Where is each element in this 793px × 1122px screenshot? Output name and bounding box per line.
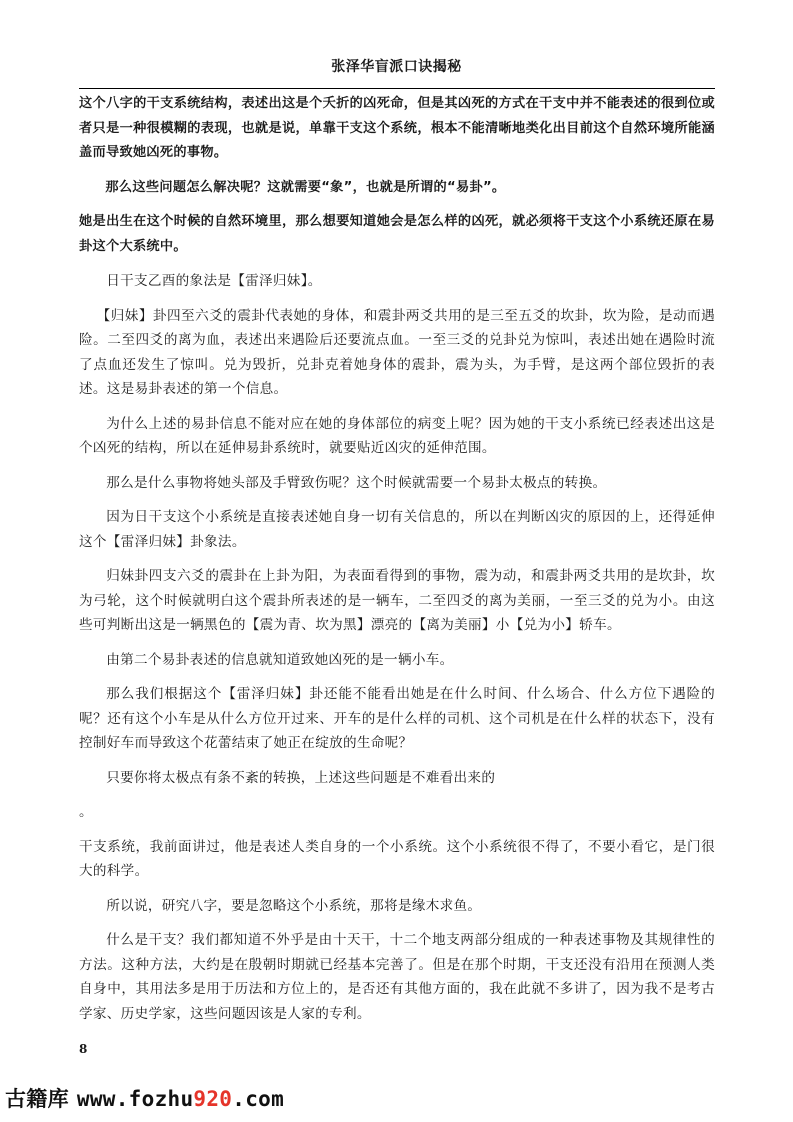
header-rule bbox=[79, 88, 715, 89]
paragraph-8: 因为日干支这个小系统是直接表述她自身一切有关信息的，所以在判断凶灾的原因的上，还得延伸这个【雷泽归妹】卦象法。 bbox=[79, 509, 715, 550]
footer-url-prefix: www.fozhu bbox=[76, 1087, 194, 1111]
page-header-title: 张泽华盲派口诀揭秘 bbox=[331, 59, 462, 75]
footer-url-suffix: .com bbox=[232, 1087, 285, 1111]
paragraph-6: 为什么上述的易卦信息不能对应在她的身体部位的病变上呢？因为她的干支小系统已经表述出这是个凶死的结构，所以在延伸易卦系统时，就要贴近凶灾的延伸范围。 bbox=[79, 415, 715, 456]
paragraph-14: 干支系统，我前面讲过，他是表述人类自身的一个小系统。这个小系统很不得了，不要小看它，是门很大的科学。 bbox=[79, 838, 715, 879]
footer-site-name: 古籍库 bbox=[5, 1087, 69, 1111]
page-body bbox=[79, 92, 715, 1026]
paragraph-15: 所以说，研究八字，要是忽略这个小系统，那将是缘木求鱼。 bbox=[106, 897, 482, 914]
paragraph-10: 由第二个易卦表述的信息就知道致她凶死的是一辆小车。 bbox=[106, 651, 454, 668]
paragraph-2: 那么这些问题怎么解决呢？这就需要“象”，也就是所谓的“易卦”。 bbox=[105, 179, 506, 195]
paragraph-12: 只要你将太极点有条不紊的转换，上述这些问题是不难看出来的 bbox=[106, 769, 496, 786]
footer-watermark bbox=[5, 1083, 284, 1113]
page-number: 8 bbox=[79, 1042, 88, 1056]
paragraph-3: 她是出生在这个时候的自然环境里，那么想要知道她会是怎么样的凶死，就必须将干支这个小系统还原在易卦这个大系统中。 bbox=[79, 214, 715, 254]
paragraph-16: 什么是干支？我们都知道不外乎是由十天干，十二个地支两部分组成的一种表述事物及其规律性的方法。这种方法，大约是在殷朝时期就已经基本完善了。但是在那个时期，干支还没有沿用在预测人类自身中，其用法多是用于历法和方位上的，是否还有其他方面的，我在此就不多讲了，因为我不是考古学家、历史学家，这些问题因该是人家的专利。 bbox=[79, 932, 715, 1022]
paragraph-9: 归妹卦四支六爻的震卦在上卦为阳，为表面看得到的事物，震为动，和震卦两爻共用的是坎卦，坎为弓轮，这个时候就明白这个震卦所表述的是一辆车，二至四爻的离为美丽，一至三爻的兑为小。由这些可判断出这是一辆黑色的【震为青、坎为黑】漂亮的【离为美丽】小【兑为小】轿车。 bbox=[79, 568, 715, 633]
paragraph-1: 这个八字的干支系统结构，表述出这是个夭折的凶死命，但是其凶死的方式在干支中并不能表述的很到位或者只是一种很模糊的表现，也就是说，单靠干支这个系统，根本不能清晰地类化出目前这个自然环境所能涵盖而导致她凶死的事物。 bbox=[79, 96, 715, 160]
paragraph-5: 【归妹】卦四至六爻的震卦代表她的身体，和震卦两爻共用的是三至五爻的坎卦，坎为险，是动而遇险。二至四爻的离为血，表述出来遇险后还要流点血。一至三爻的兑卦兑为惊叫，表述出她在遇险时流了点血还发生了惊叫。兑为毁折，兑卦克着她身体的震卦，震为头，为手臂，是这两个部位毁折的表述。这是易卦表述的第一个信息。 bbox=[79, 307, 715, 397]
footer-url-number: 920 bbox=[193, 1087, 233, 1111]
paragraph-13: 。 bbox=[79, 804, 93, 820]
paragraph-7: 那么是什么事物将她头部及手臂致伤呢？这个时候就需要一个易卦太极点的转换。 bbox=[106, 474, 607, 491]
paragraph-4: 日干支乙酉的象法是【雷泽归妹】。 bbox=[106, 273, 322, 289]
paragraph-11: 那么我们根据这个【雷泽归妹】卦还能不能看出她是在什么时间、什么场合、什么方位下遇险的呢？还有这个小车是从什么方位开过来、开车的是什么样的司机、这个司机是在什么样的状态下，没有控制好车而导致这个花蕾结束了她正在绽放的生命呢？ bbox=[79, 686, 715, 751]
